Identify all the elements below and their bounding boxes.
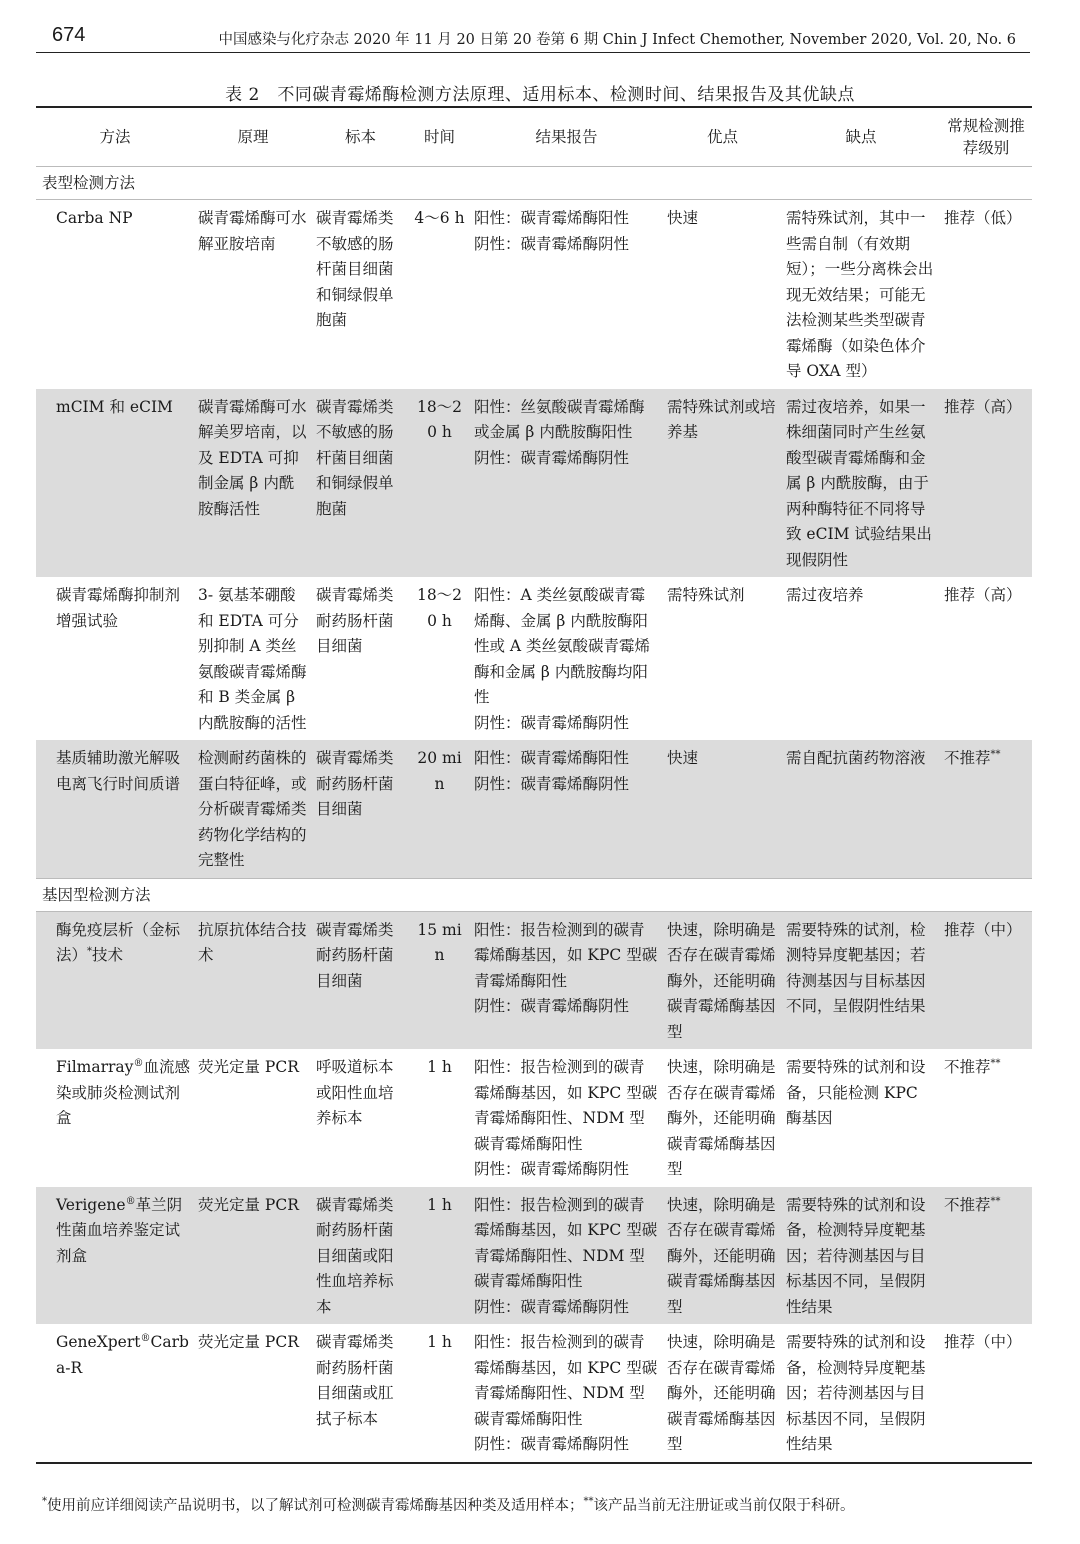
principle-cell (194, 1324, 312, 1463)
pros-text: 快速 (667, 209, 699, 227)
specimen-text: 碳青霉烯类耐药肠杆菌目细菌或阳性血培养标本 (316, 1195, 394, 1316)
time-text: 20 min (417, 749, 462, 793)
pros-text: 快速，除明确是否存在碳青霉烯酶外，还能明确碳青霉烯酶基因型 (667, 1058, 776, 1178)
table-footnote (42, 1494, 855, 1515)
level-sup: ** (990, 1057, 1001, 1069)
method-cell (36, 389, 194, 578)
time-text: 1 h (427, 1058, 452, 1076)
level-cell (940, 1187, 1032, 1325)
cons-cell (782, 1324, 940, 1463)
method-sup: ® (140, 1332, 151, 1344)
principle-text: 荧光定量 PCR (198, 1195, 299, 1214)
time-text: 15 min (417, 920, 462, 964)
level-cell (940, 389, 1032, 578)
specimen-text: 碳青霉烯类耐药肠杆菌目细菌 (316, 749, 394, 818)
cons-text: 需过夜培养，如果一株细菌同时产生丝氨酸型碳青霉烯酶和金属 β 内酰胺酶，由于两种酶特征不同将导致 eCIM 试验结果出现假阴性 (786, 397, 932, 569)
result-text: 阳性：报告检测到的碳青霉烯酶基因，如 KPC 型碳青霉烯酶阳性、NDM 型碳青霉烯酶阳性 阴性：碳青霉烯酶阴性 (474, 1195, 658, 1316)
level-text: 推荐（低） (944, 209, 1022, 227)
pros-text: 需特殊试剂或培养基 (667, 397, 776, 441)
level-cell (940, 577, 1032, 740)
result-text: 阳性：碳青霉烯酶阳性 阴性：碳青霉烯酶阴性 (474, 749, 630, 793)
method-name: Verigene (56, 1195, 126, 1214)
table-row (36, 200, 1032, 389)
cons-cell (782, 740, 940, 878)
principle-text: 碳青霉烯酶可水解美罗培南，以及 EDTA 可抑制金属 β 内酰胺酶活性 (198, 397, 307, 518)
pros-text: 快速，除明确是否存在碳青霉烯酶外，还能明确碳青霉烯酶基因型 (667, 920, 776, 1041)
level-text: 推荐（高） (944, 586, 1022, 604)
principle-text: 检测耐药菌株的蛋白特征峰，或分析碳青霉烯类药物化学结构的完整性 (198, 749, 307, 869)
cons-text: 需特殊试剂，其中一些需自制（有效期短）；一些分离株会出现无效结果；可能无法检测某些类型碳青霉烯酶（如染色体介导 OXA 型） (786, 209, 934, 380)
time-text: 1 h (427, 1195, 452, 1214)
cons-text: 需要特殊的试剂和设备，只能检测 KPC 酶基因 (786, 1058, 926, 1127)
cons-cell (782, 911, 940, 1049)
cons-text: 需要特殊的试剂和设备，检测特异度靶基因；若待测基因与目标基因不同，呈假阴性结果 (786, 1333, 926, 1453)
principle-text: 碳青霉烯酶可水解亚胺培南 (198, 209, 307, 253)
result-cell (470, 911, 663, 1049)
level-text: 推荐（高） (944, 397, 1022, 416)
table-row (36, 740, 1032, 878)
table-row (36, 1049, 1032, 1187)
principle-cell (194, 740, 312, 878)
method-cell (36, 740, 194, 878)
table-row (36, 1324, 1032, 1463)
level-cell (940, 1049, 1032, 1187)
pros-cell (663, 1187, 782, 1325)
pros-text: 快速 (667, 749, 699, 767)
level-sup: ** (990, 1195, 1001, 1207)
running-head: 中国感染与化疗杂志 2020 年 11 月 20 日第 20 卷第 6 期 Chin J Infect Chemother, November 2020, Vol. 20, No. 6 (218, 32, 1016, 48)
time-cell (409, 389, 470, 578)
time-cell (409, 740, 470, 878)
result-text: 阳性：报告检测到的碳青霉烯酶基因，如 KPC 型碳青霉烯酶阳性、NDM 型碳青霉烯酶阳性 阴性：碳青霉烯酶阴性 (474, 1333, 658, 1453)
specimen-text: 呼吸道标本或阳性血培养标本 (316, 1058, 394, 1127)
method-cell (36, 1049, 194, 1187)
specimen-cell (312, 200, 409, 389)
column-header: 结果报告 (535, 128, 598, 146)
principle-cell (194, 577, 312, 740)
specimen-cell (312, 389, 409, 578)
table-row (36, 911, 1032, 1049)
column-header: 优点 (706, 128, 738, 146)
pros-text: 快速，除明确是否存在碳青霉烯酶外，还能明确碳青霉烯酶基因型 (667, 1195, 776, 1316)
cons-text: 需自配抗菌药物溶液 (786, 749, 926, 767)
specimen-cell (312, 1049, 409, 1187)
result-cell (470, 1187, 663, 1325)
table-row (36, 389, 1032, 578)
time-cell (409, 1187, 470, 1325)
pros-cell (663, 389, 782, 578)
specimen-text: 碳青霉烯类耐药肠杆菌目细菌或肛拭子标本 (316, 1333, 394, 1428)
method-name-tail: 革兰阴性菌血培养鉴定试剂盒 (56, 1195, 183, 1265)
specimen-cell (312, 1187, 409, 1325)
specimen-cell (312, 740, 409, 878)
section-title: 基因型检测方法 (42, 885, 151, 904)
section-row (36, 167, 1032, 200)
method-name-tail: 技术 (92, 946, 124, 964)
method-name-tail: Carba-R (56, 1333, 189, 1377)
result-cell (470, 740, 663, 878)
principle-text: 荧光定量 PCR (198, 1058, 299, 1076)
specimen-cell (312, 911, 409, 1049)
result-cell (470, 200, 663, 389)
specimen-cell (312, 577, 409, 740)
level-text: 推荐（中） (944, 920, 1022, 939)
result-text: 阳性：丝氨酸碳青霉烯酶或金属 β 内酰胺酶阳性 阴性：碳青霉烯酶阴性 (474, 397, 645, 467)
specimen-text: 碳青霉烯类不敏感的肠杆菌目细菌和铜绿假单胞菌 (316, 209, 394, 329)
table-row (36, 1187, 1032, 1325)
cons-text: 需过夜培养 (786, 586, 864, 604)
method-name: Filmarray (56, 1058, 134, 1076)
table-caption: 表 2 不同碳青霉烯酶检测方法原理、适用标本、检测时间、结果报告及其优缺点 (225, 85, 855, 105)
specimen-cell (312, 1324, 409, 1463)
level-cell (940, 1324, 1032, 1463)
level-cell (940, 200, 1032, 389)
level-text: 不推荐 (944, 1195, 991, 1214)
level-cell (940, 911, 1032, 1049)
column-header: 常规检测推荐级别 (947, 117, 1025, 157)
cons-cell (782, 389, 940, 578)
principle-text: 3- 氨基苯硼酸和 EDTA 可分别抑制 A 类丝氨酸碳青霉烯酶和 B 类金属 β 内酰胺酶的活性 (198, 586, 307, 732)
section-title: 表型检测方法 (42, 174, 136, 192)
column-header: 时间 (423, 128, 455, 146)
method-name: mCIM 和 eCIM (56, 397, 173, 416)
principle-cell (194, 1187, 312, 1325)
time-text: 18～20 h (416, 397, 463, 441)
pros-text: 需特殊试剂 (667, 586, 745, 604)
principle-text: 荧光定量 PCR (198, 1333, 299, 1351)
specimen-text: 碳青霉烯类不敏感的肠杆菌目细菌和铜绿假单胞菌 (316, 397, 394, 518)
detection-methods-table (36, 106, 1032, 1464)
method-name: 碳青霉烯酶抑制剂增强试验 (56, 586, 181, 630)
level-text: 不推荐 (944, 749, 991, 767)
footnote-text: 该产品当前无注册证或当前仅限于科研。 (593, 1498, 855, 1514)
column-header: 原理 (237, 128, 269, 146)
result-cell (470, 389, 663, 578)
cons-cell (782, 1187, 940, 1325)
result-text: 阳性：报告检测到的碳青霉烯酶基因，如 KPC 型碳青霉烯酶阳性 阴性：碳青霉烯酶阴性 (474, 920, 658, 1015)
method-sup: ® (125, 1195, 136, 1207)
footnote-mark: ** (583, 1496, 594, 1508)
cons-cell (782, 1049, 940, 1187)
method-cell (36, 1187, 194, 1325)
level-cell (940, 740, 1032, 878)
pros-cell (663, 1049, 782, 1187)
footnote-mark: * (42, 1496, 47, 1508)
level-text: 推荐（中） (944, 1333, 1022, 1351)
result-cell (470, 1324, 663, 1463)
time-cell (409, 577, 470, 740)
result-text: 阳性：A 类丝氨酸碳青霉烯酶、金属 β 内酰胺酶阳性或 A 类丝氨酸碳青霉烯酶和金属 β 内酰胺酶均阳性 阴性：碳青霉烯酶阴性 (474, 586, 651, 732)
method-cell (36, 911, 194, 1049)
method-cell (36, 200, 194, 389)
method-sup: ® (133, 1057, 144, 1069)
principle-cell (194, 911, 312, 1049)
time-cell (409, 200, 470, 389)
level-text: 不推荐 (944, 1058, 991, 1076)
column-header: 缺点 (845, 128, 877, 146)
principle-text: 抗原抗体结合技术 (198, 920, 307, 964)
principle-cell (194, 200, 312, 389)
header-rule (36, 52, 1030, 53)
result-text: 阳性：报告检测到的碳青霉烯酶基因，如 KPC 型碳青霉烯酶阳性、NDM 型碳青霉烯酶阳性 阴性：碳青霉烯酶阴性 (474, 1058, 658, 1178)
principle-cell (194, 1049, 312, 1187)
cons-cell (782, 577, 940, 740)
time-cell (409, 1324, 470, 1463)
table-row (36, 577, 1032, 740)
column-header: 方法 (99, 128, 131, 146)
cons-cell (782, 200, 940, 389)
pros-cell (663, 577, 782, 740)
time-cell (409, 911, 470, 1049)
result-cell (470, 1049, 663, 1187)
time-text: 4～6 h (414, 209, 465, 227)
section-row (36, 878, 1032, 911)
column-header: 标本 (344, 128, 376, 146)
table-header-row (36, 107, 1032, 167)
time-cell (409, 1049, 470, 1187)
result-cell (470, 577, 663, 740)
method-sup: * (87, 945, 93, 957)
principle-cell (194, 389, 312, 578)
method-name: 酶免疫层析（金标法） (56, 920, 181, 964)
method-name: GeneXpert (56, 1333, 141, 1351)
pros-cell (663, 740, 782, 878)
result-text: 阳性：碳青霉烯酶阳性 阴性：碳青霉烯酶阴性 (474, 209, 630, 253)
pros-cell (663, 200, 782, 389)
pros-cell (663, 1324, 782, 1463)
pros-text: 快速，除明确是否存在碳青霉烯酶外，还能明确碳青霉烯酶基因型 (667, 1333, 776, 1453)
specimen-text: 碳青霉烯类耐药肠杆菌目细菌 (316, 920, 394, 990)
page-number: 674 (52, 24, 86, 46)
time-text: 1 h (427, 1333, 452, 1351)
time-text: 18～20 h (416, 586, 463, 630)
method-name: Carba NP (56, 209, 133, 227)
method-cell (36, 1324, 194, 1463)
level-sup: ** (990, 748, 1001, 760)
cons-text: 需要特殊的试剂，检测特异度靶基因；若待测基因与目标基因不同，呈假阴性结果 (786, 920, 926, 1015)
specimen-text: 碳青霉烯类耐药肠杆菌目细菌 (316, 586, 394, 655)
method-name-tail: 血流感染或肺炎检测试剂盒 (56, 1058, 190, 1127)
footnote-text: 使用前应详细阅读产品说明书，以了解试剂可检测碳青霉烯酶基因种类及适用样本； (47, 1498, 584, 1514)
pros-cell (663, 911, 782, 1049)
method-name: 基质辅助激光解吸电离飞行时间质谱 (56, 749, 181, 793)
cons-text: 需要特殊的试剂和设备，检测特异度靶基因；若待测基因与目标基因不同，呈假阴性结果 (786, 1195, 926, 1316)
method-cell (36, 577, 194, 740)
